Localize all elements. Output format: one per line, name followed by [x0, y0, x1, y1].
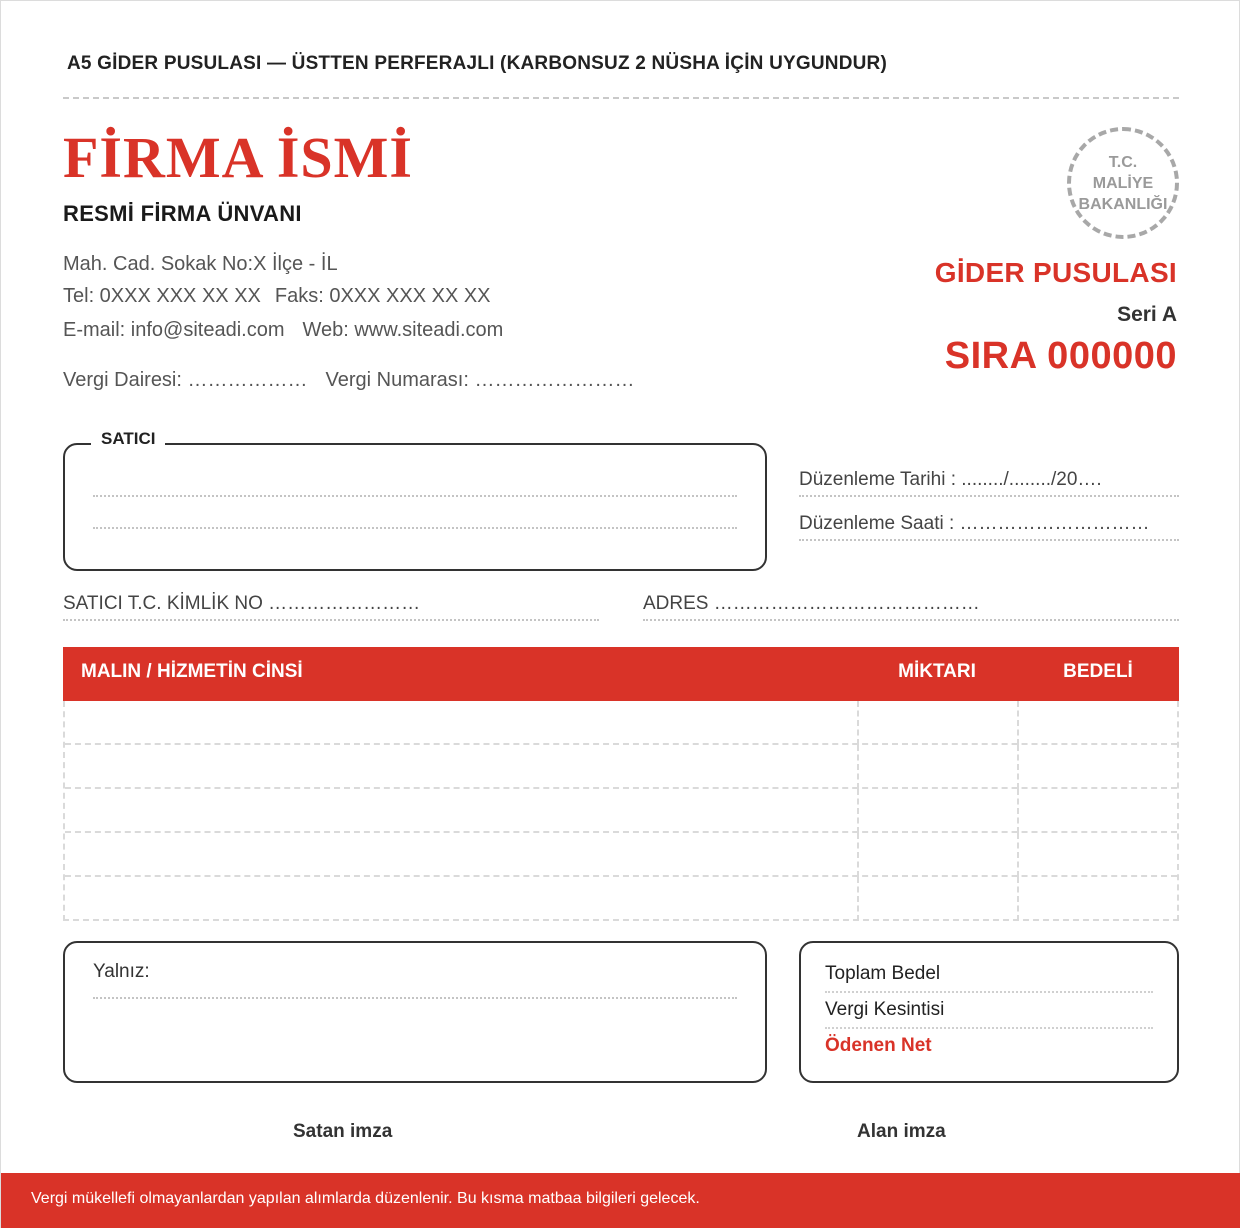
document-series: Seri A [1117, 303, 1177, 326]
perforation-line [63, 97, 1179, 99]
total-amount-row[interactable]: Toplam Bedel [825, 963, 1153, 993]
issue-date-field[interactable]: Düzenleme Tarihi : ......../......../20…. [799, 469, 1179, 497]
footer-note: Vergi mükellefi olmayanlardan yapılan alımlarda düzenlenir. Bu kısma matbaa bilgileri gelecek. [31, 1190, 700, 1207]
quantity-cell[interactable] [859, 701, 1019, 745]
seller-id-field[interactable]: SATICI T.C. KİMLİK NO …………………… [63, 593, 599, 621]
table-row [65, 833, 1177, 877]
goods-cell[interactable] [65, 745, 859, 789]
items-table-body [63, 701, 1179, 921]
firm-email: E-mail: info@siteadi.com [63, 319, 285, 341]
firm-fax: Faks: 0XXX XXX XX XX [274, 285, 491, 307]
amount-cell[interactable] [1019, 833, 1177, 877]
quantity-cell[interactable] [859, 745, 1019, 789]
stamp-line-2: MALİYE [1092, 174, 1154, 192]
firm-email-web [63, 319, 503, 342]
quantity-cell[interactable] [859, 833, 1019, 877]
seller-signature-label: Satan imza [293, 1121, 393, 1142]
goods-cell[interactable] [65, 701, 859, 745]
header-goods-service: MALIN / HİZMETİN CİNSİ [81, 661, 303, 682]
firm-web: Web: www.siteadi.com [302, 319, 504, 341]
table-row [65, 789, 1177, 833]
seller-legend: SATICI [91, 429, 165, 449]
firm-name: FİRMA İSMİ [63, 125, 413, 190]
amount-in-words-line[interactable] [93, 997, 737, 999]
amount-cell[interactable] [1019, 877, 1177, 921]
goods-cell[interactable] [65, 833, 859, 877]
table-row [65, 701, 1177, 745]
firm-tax-info [63, 369, 634, 392]
quantity-cell[interactable] [859, 789, 1019, 833]
table-row [65, 745, 1177, 789]
perforation-note: A5 GİDER PUSULASI — ÜSTTEN PERFERAJLI (KARBONSUZ 2 NÜSHA İÇİN UYGUNDUR) [67, 53, 887, 74]
goods-cell[interactable] [65, 877, 859, 921]
tax-office-field: Vergi Dairesi: ……………… [63, 369, 308, 391]
amount-in-words-box [63, 941, 767, 1083]
amount-cell[interactable] [1019, 701, 1177, 745]
header-amount: BEDELİ [1063, 661, 1133, 682]
seller-line-1[interactable] [93, 495, 737, 497]
stamp-line-1: T.C. [1108, 153, 1138, 171]
quantity-cell[interactable] [859, 877, 1019, 921]
goods-cell[interactable] [65, 789, 859, 833]
seller-line-2[interactable] [93, 527, 737, 529]
tax-deduction-row[interactable]: Vergi Kesintisi [825, 999, 1153, 1029]
document-number: SIRA 000000 [944, 335, 1177, 377]
document-title: GİDER PUSULASI [934, 257, 1177, 288]
firm-phone-fax [63, 285, 491, 308]
table-row [65, 877, 1177, 921]
firm-address: Mah. Cad. Sokak No:X İlçe - İL [63, 253, 338, 275]
footer-bar [1, 1173, 1240, 1228]
ministry-stamp [1067, 127, 1179, 239]
stamp-line-3: BAKANLIĞI [1078, 195, 1168, 213]
amount-cell[interactable] [1019, 745, 1177, 789]
seller-address-field[interactable]: ADRES …………………………………… [643, 593, 1179, 621]
tax-number-field: Vergi Numarası: …………………… [325, 369, 635, 391]
firm-official-title: RESMİ FİRMA ÜNVANI [63, 201, 302, 226]
seller-box [63, 443, 767, 571]
amount-cell[interactable] [1019, 789, 1177, 833]
buyer-signature-label: Alan imza [857, 1121, 946, 1142]
issue-time-field[interactable]: Düzenleme Saati : ………………………… [799, 513, 1179, 541]
items-table-header [63, 647, 1179, 701]
amount-in-words-label: Yalnız: [93, 961, 150, 982]
firm-phone: Tel: 0XXX XXX XX XX [63, 285, 261, 307]
net-paid-row[interactable]: Ödenen Net [825, 1035, 932, 1056]
header-quantity: MİKTARI [898, 661, 976, 682]
